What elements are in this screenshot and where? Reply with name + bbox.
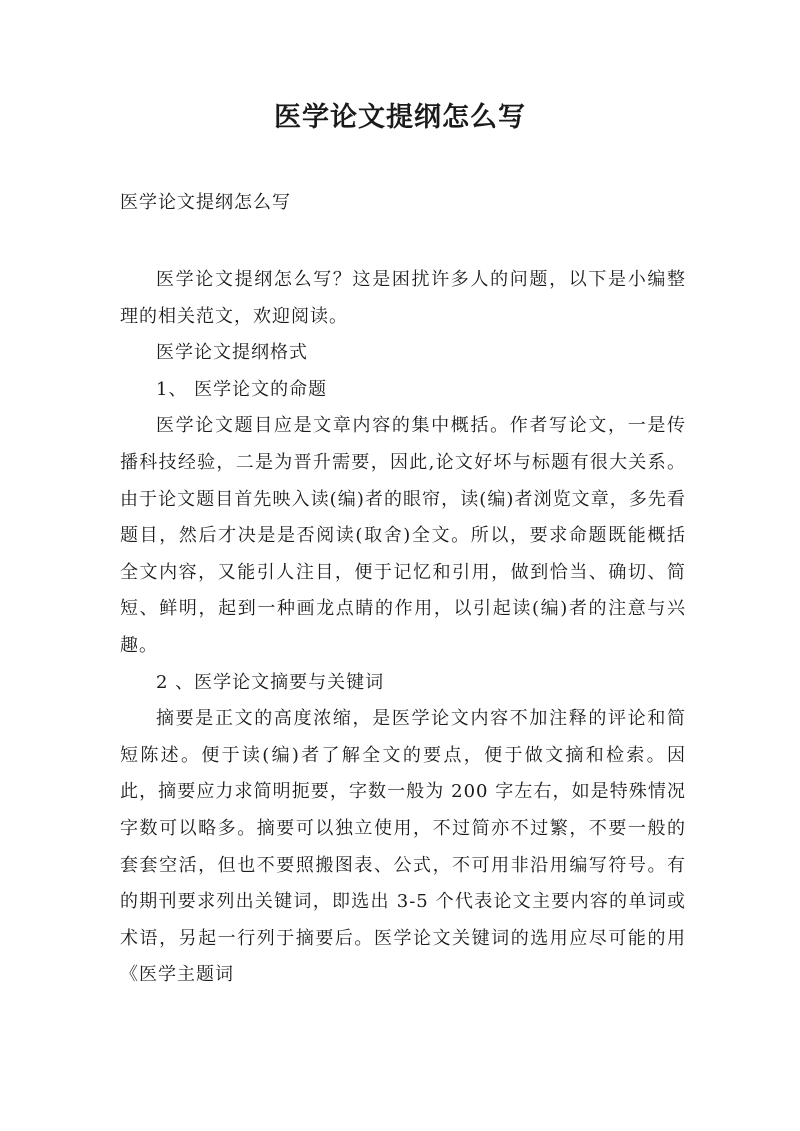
document-subtitle: 医学论文提纲怎么写 xyxy=(120,192,291,213)
section-heading-abstract: 2 、医学论文摘要与关键词 xyxy=(156,671,385,693)
document-body xyxy=(120,262,686,994)
paragraph-abstract: 摘要是正文的高度浓缩，是医学论文内容不加注释的评论和简短陈述。便于读(编)者了解全文的要点，便于做文摘和检索。因此，摘要应力求简明扼要，字数一般为 200 字左右，如是特殊情况字数可以略多。摘要可以独立使用，不过简亦不过繁，不要一般的套套空活，但也不要照搬图表、公式，不可用非沿用编写符号。有的期刊要求列出关键词，即选出 3-5 个代表论文主要内容的单词或术语，另起一行列于摘要后。医学论文关键词的选用应尽可能的用《医学主题词 xyxy=(120,708,686,986)
intro-paragraph: 医学论文提纲怎么写？这是困扰许多人的问题，以下是小编整理的相关范文，欢迎阅读。 xyxy=(120,269,686,327)
document-title: 医学论文提纲怎么写 xyxy=(274,102,526,133)
paragraph-title: 医学论文题目应是文章内容的集中概括。作者写论文，一是传播科技经验，二是为晋升需要，因此,论文好坏与标题有很大关系。由于论文题目首先映入读(编)者的眼帘，读(编)者浏览文章，多先看题目，然后才决是是否阅读(取舍)全文。所以，要求命题既能概括全文内容，又能引人注目，便于记忆和引用，做到恰当、确切、简短、鲜明，起到一种画龙点睛的作用，以引起读(编)者的注意与兴趣。 xyxy=(120,415,686,656)
section-heading-format: 医学论文提纲格式 xyxy=(156,342,308,364)
section-heading-title: 1、 医学论文的命题 xyxy=(156,378,328,400)
